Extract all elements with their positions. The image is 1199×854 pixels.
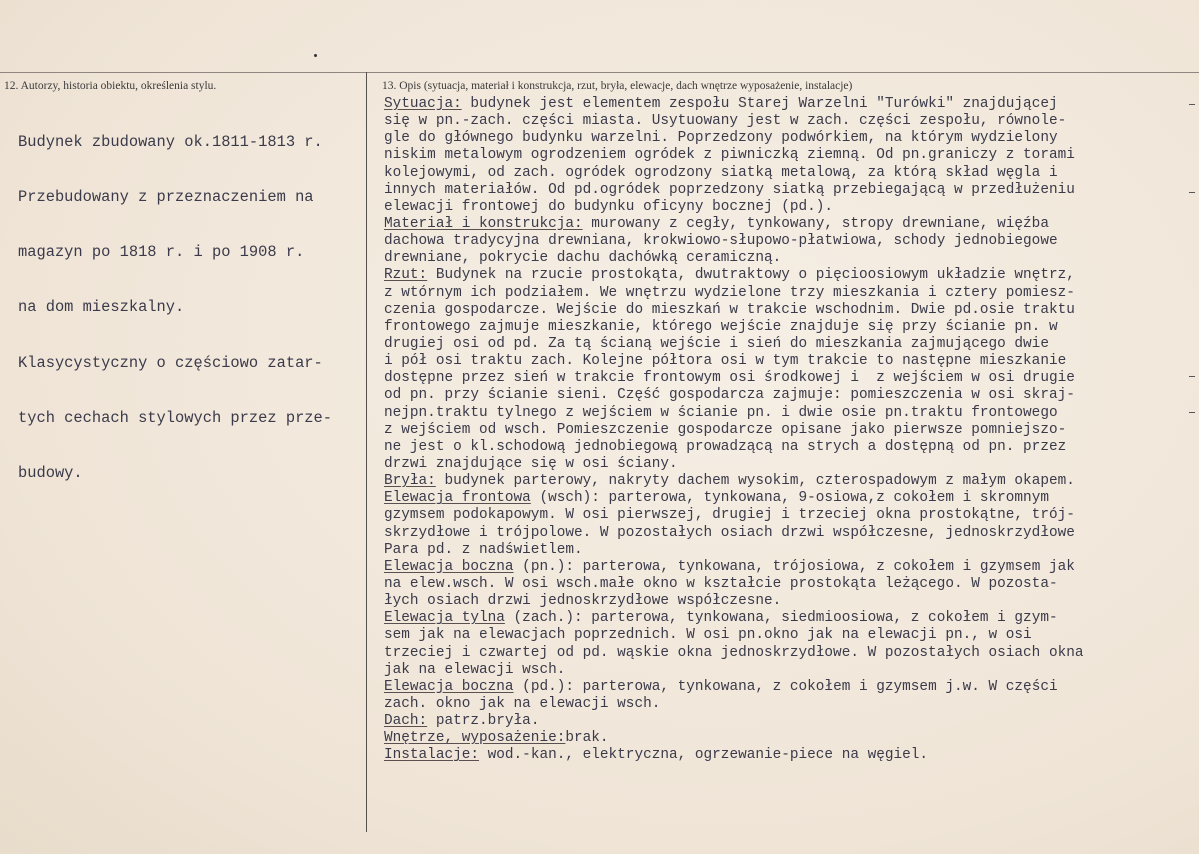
top-rule bbox=[0, 72, 1199, 73]
description-text-run: Budynek na rzucie prostokąta, dwutraktowy o pięcioosiowym układzie wnętrz, bbox=[427, 267, 1075, 284]
section-heading: Rzut: bbox=[384, 267, 428, 284]
description-line bbox=[384, 662, 1084, 679]
margin-mark bbox=[1189, 376, 1195, 377]
description-text-run: (pn.): parterowa, tynkowana, trójosiowa, z cokołem i gzymsem jak bbox=[513, 558, 1075, 575]
description-text-run: ne jest o kl.schodową jednobiegową prowadzącą na strych a dostępną od pn. przez bbox=[384, 438, 1067, 455]
section-13-header: 13. Opis (sytuacja, materiał i konstrukcja, rzut, bryła, elewacje, dach wnętrze wyposażenie, instalacje) bbox=[382, 80, 853, 92]
description-line bbox=[384, 353, 1084, 370]
description-text-run: na elew.wsch. W osi wsch.małe okno w kształcie prostokąta leżącego. W pozosta- bbox=[384, 575, 1058, 592]
description-line bbox=[384, 96, 1084, 113]
section-heading: Sytuacja: bbox=[384, 96, 462, 112]
description-text-run: skrzydłowe i trójpolowe. W pozostałych osiach drzwi współczesne, jednoskrzydłowe bbox=[384, 524, 1075, 541]
description-line bbox=[384, 627, 1084, 644]
description-text-run: kolejowymi, od zach. ogródek ogrodzony siatką metalową, za którą skład węgla i bbox=[384, 164, 1058, 181]
description-line bbox=[384, 302, 1084, 319]
description-text-run: z wtórnym ich podziałem. We wnętrzu wydzielone trzy mieszkania i cztery pomiesz- bbox=[384, 284, 1075, 301]
description-line bbox=[384, 576, 1084, 593]
description-line bbox=[384, 439, 1084, 456]
description-line bbox=[384, 267, 1084, 284]
description-line bbox=[384, 233, 1084, 250]
description-line bbox=[384, 610, 1084, 627]
description-text-run: od pn. przy ścianie sieni. Część gospodarcza zajmuje: pomieszczenia w osi skraj- bbox=[384, 387, 1075, 404]
section-heading: Instalacje: bbox=[384, 747, 479, 764]
description-text-run: (wsch): parterowa, tynkowana, 9-osiowa,z cokołem i skromnym bbox=[530, 490, 1049, 507]
description-line bbox=[384, 422, 1084, 439]
description-line bbox=[384, 370, 1084, 387]
history-line: Przebudowany z przeznaczeniem na bbox=[18, 188, 314, 207]
section-heading: Wnętrze, wyposażenie: bbox=[384, 730, 566, 747]
description-line bbox=[384, 130, 1084, 147]
history-text bbox=[18, 96, 332, 501]
description-line bbox=[384, 336, 1084, 353]
description-line bbox=[384, 147, 1084, 164]
description-line bbox=[384, 542, 1084, 559]
description-line bbox=[384, 473, 1084, 490]
description-line bbox=[384, 559, 1084, 576]
description-text-run: (zach.): parterowa, tynkowana, siedmioosiowa, z cokołem i gzym- bbox=[504, 610, 1058, 627]
description-text-run: murowany z cegły, tynkowany, stropy drewniane, więźba bbox=[582, 215, 1049, 232]
description-text bbox=[384, 96, 1084, 764]
description-text-run: elewacji frontowej do budynku oficyny bocznej (pd.). bbox=[384, 198, 834, 215]
description-line bbox=[384, 165, 1084, 182]
margin-mark bbox=[1189, 104, 1195, 105]
description-text-run: gle do głównego budynku warzelni. Poprzedzony podwórkiem, na którym wydzielony bbox=[384, 130, 1058, 147]
history-line: tych cechach stylowych przez prze- bbox=[18, 408, 333, 427]
description-line bbox=[384, 593, 1084, 610]
description-text-run: budynek jest elementem zespołu Starej Warzelni "Turówki" znajdującej bbox=[461, 96, 1058, 112]
section-heading: Elewacja tylna bbox=[384, 610, 505, 627]
history-line: Budynek zbudowany ok.1811-1813 r. bbox=[18, 132, 323, 151]
description-line bbox=[384, 387, 1084, 404]
description-text-run: i pół osi traktu zach. Kolejne półtora osi w tym trakcie to następne mieszkanie bbox=[384, 353, 1067, 370]
history-line: magazyn po 1818 r. i po 1908 r. bbox=[18, 243, 305, 262]
description-line bbox=[384, 713, 1084, 730]
description-text-run: wod.-kan., elektryczna, ogrzewanie-piece na węgiel. bbox=[479, 747, 929, 764]
description-line bbox=[384, 730, 1084, 747]
description-text-run: jak na elewacji wsch. bbox=[384, 661, 566, 678]
description-line bbox=[384, 525, 1084, 542]
description-text-run: innych materiałów. Od pd.ogródek poprzedzony siatką przebiegającą w przedłużeniu bbox=[384, 181, 1075, 198]
description-line bbox=[384, 405, 1084, 422]
section-heading: Materiał i konstrukcja: bbox=[384, 215, 583, 232]
description-text-run: czenia gospodarcze. Wejście do mieszkań w trakcie wschodnim. Dwie pd.osie traktu bbox=[384, 301, 1075, 318]
description-line bbox=[384, 113, 1084, 130]
description-text-run: budynek parterowy, nakryty dachem wysokim, czterospadowym z małym okapem. bbox=[435, 473, 1075, 490]
section-heading: Dach: bbox=[384, 713, 428, 730]
ink-dot bbox=[314, 54, 317, 57]
description-text-run: się w pn.-zach. części miasta. Usytuowany jest w zach. części zespołu, równole- bbox=[384, 113, 1067, 130]
history-line: budowy. bbox=[18, 464, 83, 483]
section-heading: Bryła: bbox=[384, 473, 436, 490]
description-text-run: patrz.bryła. bbox=[427, 713, 540, 730]
description-text-run: sem jak na elewacjach poprzednich. W osi pn.okno jak na elewacji pn., w osi bbox=[384, 627, 1032, 644]
description-line bbox=[384, 456, 1084, 473]
description-text-run: z wejściem od wsch. Pomieszczenie gospodarcze opisane jako pierwsze pomniejszo- bbox=[384, 421, 1067, 438]
description-line bbox=[384, 696, 1084, 713]
description-text-run: niskim metalowym ogrodzeniem ogródek z piwniczką ziemną. Od pn.graniczy z torami bbox=[384, 147, 1075, 164]
description-text-run: drewniane, pokrycie dachu dachówką ceramiczną. bbox=[384, 250, 782, 267]
description-line bbox=[384, 645, 1084, 662]
description-text-run: dachowa tradycyjna drewniana, krokwiowo-słupowo-płatwiowa, schody jednobiegowe bbox=[384, 233, 1058, 250]
description-line bbox=[384, 679, 1084, 696]
section-heading: Elewacja frontowa bbox=[384, 490, 531, 507]
description-line bbox=[384, 319, 1084, 336]
description-text-run: Para pd. z nadświetlem. bbox=[384, 541, 583, 558]
description-line bbox=[384, 199, 1084, 216]
description-line bbox=[384, 285, 1084, 302]
description-line bbox=[384, 182, 1084, 199]
description-text-run: drugiej osi od pd. Za tą ścianą wejście i sień do mieszkania zajmującego dwie bbox=[384, 335, 1049, 352]
margin-mark bbox=[1189, 192, 1195, 193]
description-text-run: (pd.): parterowa, tynkowana, z cokołem i gzymsem j.w. W części bbox=[513, 678, 1058, 695]
column-divider bbox=[366, 72, 367, 832]
description-text-run: trzeciej i czwartej od pd. wąskie okna jednoskrzydłowe. W pozostałych osiach okna bbox=[384, 644, 1084, 661]
description-line bbox=[384, 507, 1084, 524]
description-line bbox=[384, 490, 1084, 507]
description-line bbox=[384, 216, 1084, 233]
description-line bbox=[384, 250, 1084, 267]
margin-mark bbox=[1189, 412, 1195, 413]
description-text-run: gzymsem podokapowym. W osi pierwszej, drugiej i trzeciej okna prostokątne, trój- bbox=[384, 507, 1075, 524]
history-line: na dom mieszkalny. bbox=[18, 298, 185, 317]
description-text-run: dostępne przez sień w trakcie frontowym osi środkowej i z wejściem w osi drugie bbox=[384, 370, 1075, 387]
description-text-run: brak. bbox=[565, 730, 609, 747]
description-text-run: nejpn.traktu tylnego z wejściem w ścianie pn. i dwie osie pn.traktu frontowego bbox=[384, 404, 1058, 421]
description-text-run: zach. okno jak na elewacji wsch. bbox=[384, 695, 661, 712]
description-text-run: drzwi znajdujące się w osi ściany. bbox=[384, 455, 678, 472]
history-line: Klasycystyczny o częściowo zatar- bbox=[18, 353, 323, 372]
section-heading: Elewacja boczna bbox=[384, 558, 514, 575]
description-text-run: frontowego zajmuje mieszkanie, którego wejście znajduje się przy ścianie pn. w bbox=[384, 318, 1058, 335]
section-heading: Elewacja boczna bbox=[384, 678, 514, 695]
section-12-header: 12. Autorzy, historia obiektu, określenia stylu. bbox=[4, 80, 217, 92]
description-text-run: łych osiach drzwi jednoskrzydłowe współczesne. bbox=[384, 593, 782, 610]
description-line bbox=[384, 747, 1084, 764]
